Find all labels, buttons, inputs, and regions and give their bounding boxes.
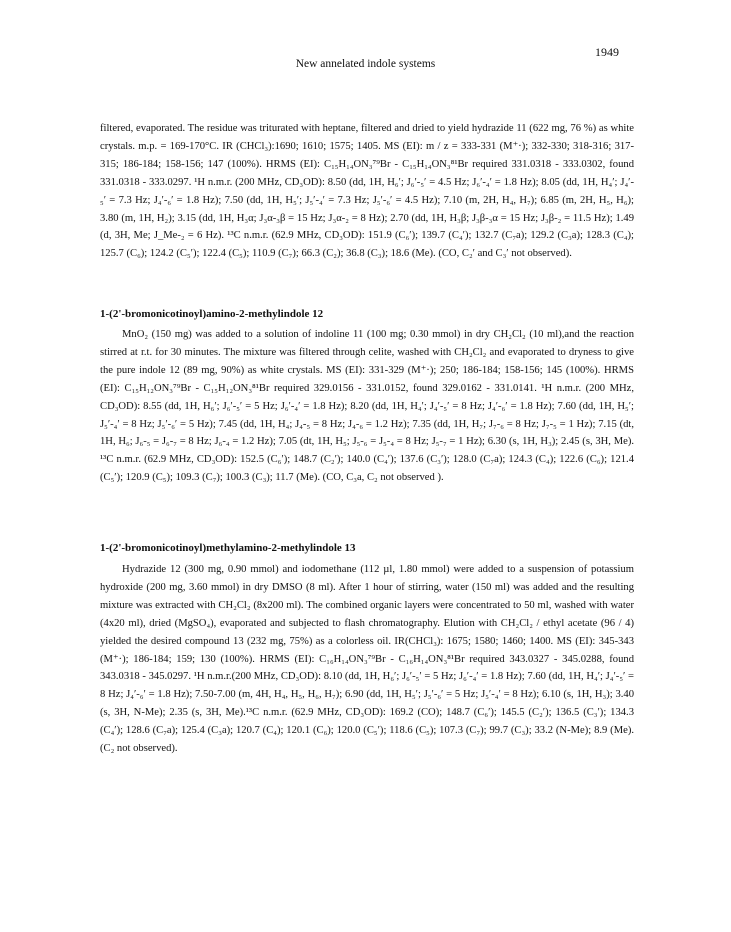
running-title: New annelated indole systems — [295, 58, 436, 70]
paragraph-compound-12-procedure — [100, 326, 634, 487]
paragraph-compound-13-procedure — [100, 561, 634, 758]
page-number: 1949 — [595, 45, 619, 59]
section-heading-compound-12: 1-(2'-bromonicotinoyl)amino-2-methylindole 12 — [100, 308, 324, 320]
section-heading-compound-13: 1-(2'-bromonicotinoyl)methylamino-2-methylindole 13 — [100, 542, 356, 554]
paragraph-hydrazide-11-data — [100, 120, 634, 263]
paragraph-text: Hydrazide 12 (300 mg, 0.90 mmol) and iodomethane (112 µl, 1.80 mmol) were added to a suspension of potassium hydroxide (200 mg, 3.60 mmol) in dry DMSO (8 ml). After 1 hour of stirring, water (150 ml) was added and the resulting mixture was extracted with CH₂Cl₂ (8x200 ml). The combined organic layers were concentrated to 50 ml, washed with water (4x20 ml), dried (MgSO₄), evaporated and subjected to flash chromatography. Elution with CH₂Cl₂ / ethyl acetate (96 / 4) yielded the desired compound 13 (232 mg, 75%) as a colorless oil. IR(CHCl₃): 1675; 1580; 1460; 1400. MS (EI): 345-343 (M⁺·); 186-184; 159; 130 (100%). HRMS (EI): C₁₆H₁₄ON₃⁷⁹Br - C₁₆H₁₄ON₃⁸¹Br required 343.0327 - 345.0288, found 343.0318 - 345.0297. ¹H n.m.r.(200 MHz, CD₃OD): 8.10 (dd, 1H, H₆′; J₆′-₅′ = 5 Hz; J₆′-₄′ = 1.8 Hz); 7.60 (dd, 1H, H₄′; J₄′-₅′ = 8 Hz; J₄′-₆′ = 1.8 Hz); 7.50-7.00 (m, 4H, H₄, H₅, H₆, H₇); 6.90 (dd, 1H, H₅′; J₅′-₆′ = 5 Hz; J₅′-₄′ = 8 Hz); 6.10 (s, 1H, H₃); 3.40 (s, 3H, N-Me); 2.35 (s, 3H, Me).¹³C n.m.r. (62.9 MHz, CD₃OD): 169.2 (CO); 148.7 (C₆′); 145.5 (C₂′); 136.5 (C₃′); 134.3 (C₄′); 128.6 (C₇a); 125.4 (C₃a); 120.7 (C₄); 120.1 (C₆); 120.0 (C₅′); 118.6 (C₅); 107.3 (C₇); 99.7 (C₃); 33.2 (N-Me); 8.9 (Me).(C₂ not observed). — [100, 564, 634, 755]
paragraph-text: filtered, evaporated. The residue was triturated with heptane, filtered and dried to yield hydrazide 11 (622 mg, 76 %) as white crystals. m.p. = 169-170°C. IR (CHCl₃):1690; 1610; 1575; 1405. MS (EI): m / z = 333-331 (M⁺·); 332-330; 318-316; 317- 315; 186-184; 158-156; 147 (100%). HRMS (EI): C₁₅H₁₄ON₃⁷⁹Br - C₁₅H₁₄ON₃⁸¹Br required 331.0318 - 333.0302, found 331.0318 - 333.0297. ¹H n.m.r. (200 MHz, CD₃OD): 8.50 (dd, 1H, H₆′; J₆′-₅′ = 4.5 Hz; J₆′-₄′ = 1.8 Hz); 8.05 (dd, 1H, H₄′; J₄′-₅′ = 7.3 Hz; J₄′-₆′ = 1.8 Hz); 7.50 (dd, 1H, H₅′; J₅′-₄′ = 7.3 Hz; J₅′-₆′ = 4.5 Hz); 7.10 (m, 2H, H₄, H₇); 6.85 (m, 2H, H₅, H₆); 3.80 (m, 1H, H₂); 3.15 (dd, 1H, H₃α; J₃α-₃β = 15 Hz; J₃α-₂ = 8 Hz); 2.70 (dd, 1H, H₃β; J₃β-₃α = 15 Hz; J₃β-₂ = 11.5 Hz); 1.49 (d, 3H, Me; J_Me-₂ = 6 Hz). ¹³C n.m.r. (62.9 MHz, CD₃OD): 151.9 (C₆′); 139.7 (C₄′); 132.7 (C₇a); 129.2 (C₃a); 128.3 (C₄); 125.7 (C₆); 124.2 (C₅′); 122.4 (C₅); 110.9 (C₇); 66.3 (C₂); 36.8 (C₃); 18.6 (Me). (CO, C₂′ and C₃′ not observed). — [100, 123, 634, 260]
paragraph-text: MnO₂ (150 mg) was added to a solution of indoline 11 (100 mg; 0.30 mmol) in dry CH₂Cl₂ (10 ml),and the reaction stirred at r.t. for 30 minutes. The mixture was filtered through celite, washed with CH₂Cl₂ and evaporated to dryness to give the pure indole 12 (89 mg, 90%) as white crystals. MS (EI): 331-329 (M⁺·); 250; 186-184; 158-156; 145 (100%). HRMS (EI): C₁₅H₁₂ON₃⁷⁹Br - C₁₅H₁₂ON₃⁸¹Br required 329.0156 - 331.0152, found 329.0162 - 331.0141. ¹H n.m.r. (200 MHz, CD₃OD): 8.55 (dd, 1H, H₆′; J₆′-₅′ = 5 Hz; J₆′-₄′ = 1.8 Hz); 8.20 (dd, 1H, H₄′; J₄′-₅′ = 8 Hz; J₄′-₆′ = 1.8 Hz); 7.60 (dd, 1H, H₅′; J₅′-₄′ = 8 Hz; J₅′-₆′ = 5 Hz); 7.45 (dd, 1H, H₄; J₄-₅ = 8 Hz; J₄-₆ = 1.2 Hz); 7.35 (dd, 1H, H₇; J₇-₆ = 8 Hz; J₇-₅ = 1 Hz); 7.15 (dt, 1H, H₆; J₆-₅ = J₆-₇ = 8 Hz; J₆-₄ = 1.2 Hz); 7.05 (dt, 1H, H₅; J₅-₆ = J₅-₄ = 8 Hz; J₅-₇ = 1 Hz); 6.30 (s, 1H, H₃); 2.45 (s, 3H, Me). ¹³C n.m.r. (62.9 MHz, CD₃OD): 152.5 (C₆′); 148.7 (C₂′); 140.0 (C₄′); 137.6 (C₃′); 128.0 (C₇a); 124.3 (C₄); 122.6 (C₆); 121.4 (C₅′); 120.9 (C₅); 109.3 (C₇); 100.3 (C₃); 11.7 (Me). (CO, C₃a, C₂ not observed ). — [100, 329, 634, 484]
